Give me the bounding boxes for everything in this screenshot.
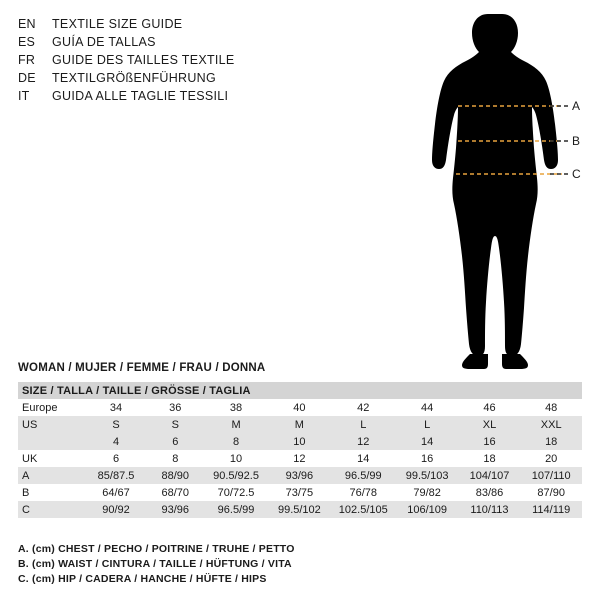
table-cell: 6 (146, 433, 204, 450)
table-cell: 104/107 (459, 467, 521, 484)
size-table-wrap (18, 382, 582, 518)
table-cell: 48 (520, 399, 582, 416)
table-cell: 85/87.5 (86, 467, 147, 484)
table-cell: 46 (459, 399, 521, 416)
table-cell: 93/96 (146, 501, 204, 518)
title-lang-code: DE (18, 71, 36, 85)
section-heading: WOMAN / MUJER / FEMME / FRAU / DONNA (18, 362, 266, 374)
measurement-legend (18, 542, 538, 587)
table-cell: 93/96 (268, 467, 331, 484)
row-label: UK (18, 450, 86, 467)
table-cell: 88/90 (146, 467, 204, 484)
table-cell: 70/72.5 (204, 484, 268, 501)
guide-label-b: B (572, 134, 581, 148)
row-label: Europe (18, 399, 86, 416)
row-label: C (18, 501, 86, 518)
title-lang-code: FR (18, 53, 36, 67)
table-cell: 106/109 (396, 501, 459, 518)
table-cell: XXL (520, 416, 582, 433)
table-cell: XL (459, 416, 521, 433)
table-cell: 20 (520, 450, 582, 467)
table-cell: L (396, 416, 459, 433)
table-cell: L (331, 416, 396, 433)
title-lang-code: EN (18, 17, 36, 31)
table-row (18, 416, 582, 433)
table-row (18, 433, 582, 450)
table-cell: 110/113 (459, 501, 521, 518)
legend-line-b: B. (cm) WAIST / CINTURA / TAILLE / HÜFTUNG / VITA (18, 558, 292, 570)
title-text: TEXTILGRÖßENFÜHRUNG (52, 71, 217, 85)
guide-label-c: C (572, 167, 581, 181)
table-cell: 36 (146, 399, 204, 416)
table-cell: 96.5/99 (204, 501, 268, 518)
table-cell: M (204, 416, 268, 433)
table-cell: 102.5/105 (331, 501, 396, 518)
table-row (18, 450, 582, 467)
title-text: GUIDE DES TAILLES TEXTILE (52, 53, 235, 67)
table-row (18, 484, 582, 501)
table-row (18, 501, 582, 518)
figure-illustration (400, 8, 596, 370)
guide-label-a: A (572, 99, 581, 113)
table-cell: 16 (396, 450, 459, 467)
row-label: B (18, 484, 86, 501)
title-row (18, 34, 348, 51)
table-cell: 8 (204, 433, 268, 450)
title-text: GUIDA ALLE TAGLIE TESSILI (52, 89, 229, 103)
table-cell: 64/67 (86, 484, 147, 501)
table-cell: 8 (146, 450, 204, 467)
table-cell: 6 (86, 450, 147, 467)
table-cell: 12 (331, 433, 396, 450)
table-header-row (18, 382, 582, 399)
row-label: A (18, 467, 86, 484)
table-cell: 83/86 (459, 484, 521, 501)
table-cell: 10 (204, 450, 268, 467)
title-row (18, 88, 348, 105)
table-cell: S (146, 416, 204, 433)
table-cell: 68/70 (146, 484, 204, 501)
title-block (18, 16, 348, 106)
row-label (18, 433, 86, 450)
table-header-label: SIZE / TALLA / TAILLE / GRÖSSE / TAGLIA (18, 382, 582, 399)
table-cell: 42 (331, 399, 396, 416)
table-cell: 12 (268, 450, 331, 467)
table-cell: 99.5/102 (268, 501, 331, 518)
table-cell: 73/75 (268, 484, 331, 501)
title-row (18, 52, 348, 69)
table-cell: 16 (459, 433, 521, 450)
size-table (18, 382, 582, 518)
table-cell: 76/78 (331, 484, 396, 501)
table-cell: 114/119 (520, 501, 582, 518)
table-cell: 14 (331, 450, 396, 467)
female-silhouette-icon (400, 8, 596, 370)
title-row (18, 16, 348, 33)
table-row (18, 399, 582, 416)
table-cell: 44 (396, 399, 459, 416)
table-cell: 99.5/103 (396, 467, 459, 484)
title-row (18, 70, 348, 87)
table-cell: 34 (86, 399, 147, 416)
table-cell: 107/110 (520, 467, 582, 484)
table-cell: 96.5/99 (331, 467, 396, 484)
table-cell: 90.5/92.5 (204, 467, 268, 484)
title-lang-code: IT (18, 89, 30, 103)
title-lang-code: ES (18, 35, 36, 49)
title-text: GUÍA DE TALLAS (52, 35, 156, 49)
table-cell: 79/82 (396, 484, 459, 501)
table-cell: 40 (268, 399, 331, 416)
table-row (18, 467, 582, 484)
table-cell: 18 (520, 433, 582, 450)
table-cell: 18 (459, 450, 521, 467)
legend-line-a: A. (cm) CHEST / PECHO / POITRINE / TRUHE / PETTO (18, 543, 295, 555)
legend-line-c: C. (cm) HIP / CADERA / HANCHE / HÜFTE / HIPS (18, 573, 267, 585)
table-cell: 14 (396, 433, 459, 450)
table-cell: M (268, 416, 331, 433)
table-cell: 87/90 (520, 484, 582, 501)
table-cell: 38 (204, 399, 268, 416)
title-text: TEXTILE SIZE GUIDE (52, 17, 183, 31)
table-cell: 90/92 (86, 501, 147, 518)
table-cell: 10 (268, 433, 331, 450)
table-cell: S (86, 416, 147, 433)
table-cell: 4 (86, 433, 147, 450)
row-label: US (18, 416, 86, 433)
